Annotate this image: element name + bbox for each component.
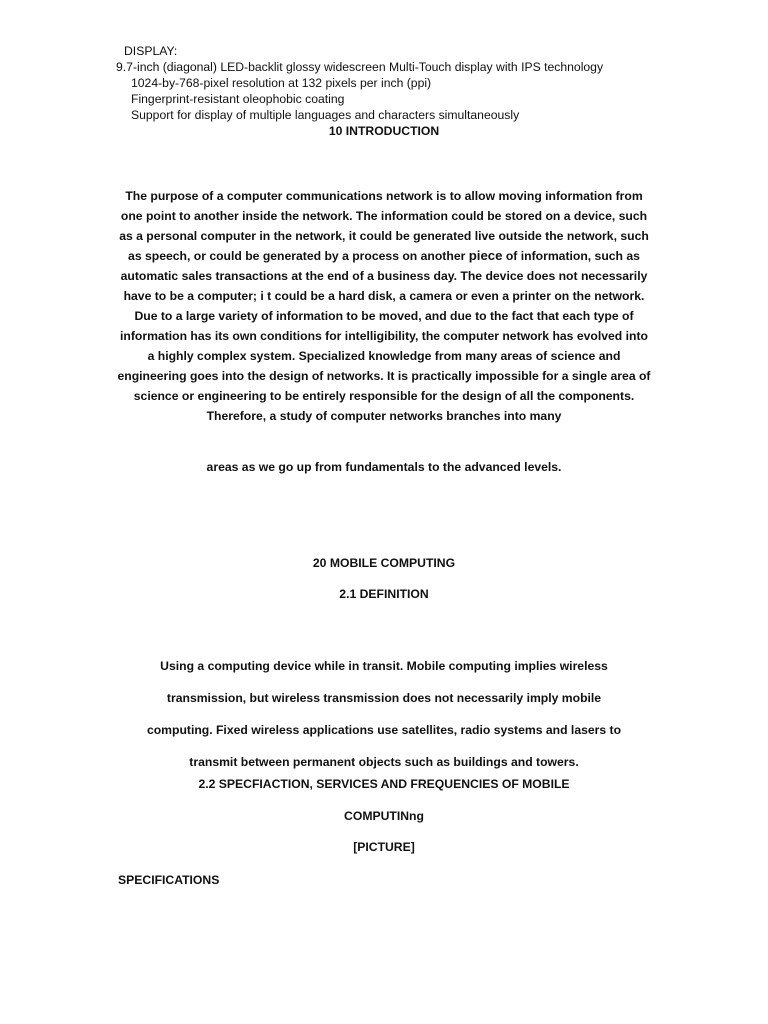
introduction-title: 10 INTRODUCTION bbox=[328, 124, 440, 138]
introduction-tail-line: areas as we go up from fundamentals to the advanced levels. bbox=[206, 460, 562, 474]
definition-line: Using a computing device while in transit. Mobile computing implies wireless bbox=[160, 659, 608, 673]
display-spec-line: Fingerprint-resistant oleophobic coating bbox=[131, 92, 345, 106]
definition-line: transmission, but wireless transmission does not necessarily imply mobile bbox=[166, 691, 602, 705]
display-spec-line: Support for display of multiple languages and characters simultaneously bbox=[131, 108, 520, 122]
specification-section-title: 2.2 SPECFIACTION, SERVICES AND FREQUENCIES OF MOBILE bbox=[198, 777, 570, 791]
display-spec-block bbox=[116, 43, 684, 123]
display-spec-line: 9.7-inch (diagonal) LED-backlit glossy widescreen Multi-Touch display with IPS technology bbox=[116, 60, 604, 74]
mobile-computing-title: 20 MOBILE COMPUTING bbox=[312, 556, 456, 570]
display-heading: DISPLAY: bbox=[124, 44, 178, 58]
specification-section-title-continued: COMPUTINng bbox=[344, 809, 424, 823]
paragraph-text: of information, such as automatic sales transactions at the end of a business day. The device does not necessarily have to be a computer; i t could be a hard disk, a camera or even a printer on the network. Due to a large variety of information to be moved, and due to the fact that each type of information has its own conditions for intelligibility, the computer network has evolved into a highly complex system. Specialized knowledge from many areas of science and engineering goes into the design of networks. It is practically impossible for a single area of science or engineering to be entirely responsible for the design of all the components. Therefore, a study of computer networks branches into many bbox=[117, 249, 651, 423]
introduction-paragraph bbox=[116, 186, 652, 426]
specifications-heading: SPECIFICATIONS bbox=[118, 873, 220, 887]
paragraph-text: The purpose of a computer communications network is to allow moving information from one point to another inside the network. The information could be stored on a device, such as a personal computer in the network, it could be generated live outside the network, such as speech, or could be generated by a process on another bbox=[119, 189, 649, 263]
definition-title: 2.1 DEFINITION bbox=[339, 587, 429, 601]
definition-paragraph bbox=[116, 650, 652, 778]
emphasized-word: piece bbox=[468, 248, 503, 263]
definition-line: computing. Fixed wireless applications use satellites, radio systems and lasers to bbox=[146, 723, 622, 737]
picture-placeholder: [PICTURE] bbox=[353, 840, 415, 854]
definition-line: transmit between permanent objects such as buildings and towers. bbox=[189, 755, 579, 769]
display-spec-line: 1024-by-768-pixel resolution at 132 pixels per inch (ppi) bbox=[131, 76, 432, 90]
